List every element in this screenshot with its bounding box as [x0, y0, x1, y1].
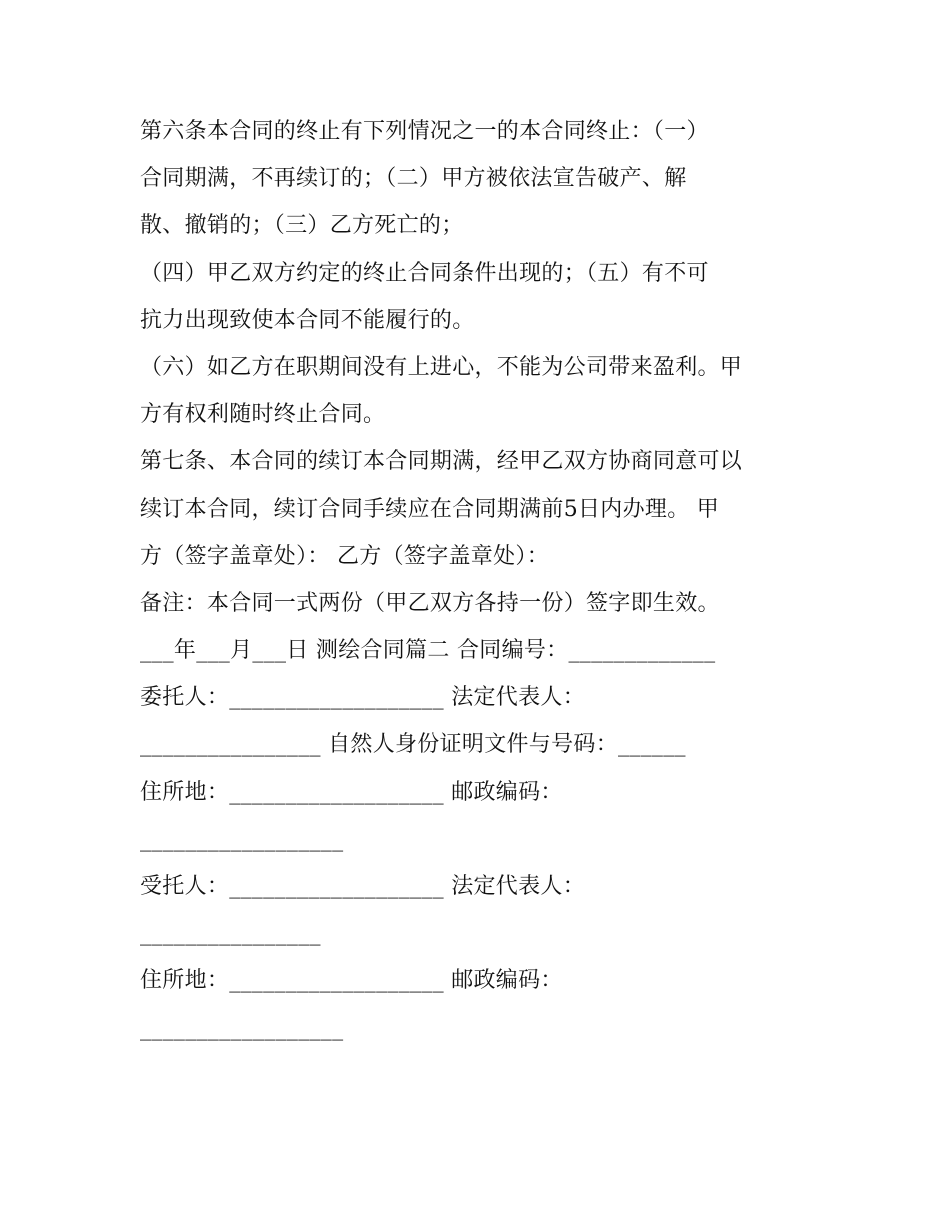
text-line: 第七条、本合同的续订本合同期满，经甲乙双方协商同意可以	[140, 449, 743, 475]
text-line: 散、撤销的；（三）乙方死亡的；	[140, 213, 464, 239]
text-line: （六）如乙方在职期间没有上进心，不能为公司带来盈利。甲	[140, 354, 743, 380]
text-line: 方有权利随时终止合同。	[140, 402, 386, 428]
postal-code-blank: __________________	[140, 826, 344, 852]
contractor-address-line: 住所地：___________________ 邮政编码：	[140, 968, 563, 994]
representative-blank: ________________	[140, 921, 321, 947]
text-line: 续订本合同，续订合同手续应在合同期满前5日内办理。 甲	[140, 496, 720, 522]
client-line: 委托人：___________________ 法定代表人：	[140, 685, 585, 711]
id-document-line: ________________ 自然人身份证明文件与号码：______	[140, 732, 686, 758]
text-line: 抗力出现致使本合同不能履行的。	[140, 307, 475, 333]
document-body	[140, 108, 830, 1052]
note-line: 备注：本合同一式两份（甲乙双方各持一份）签字即生效。	[140, 590, 720, 616]
text-line: 合同期满，不再续订的；（二）甲方被依法宣告破产、解	[140, 166, 687, 192]
signature-line: 方（签字盖章处）： 乙方（签字盖章处）：	[140, 543, 549, 569]
text-line: （四）甲乙双方约定的终止合同条件出现的；（五）有不可	[140, 260, 709, 286]
postal-code-blank: __________________	[140, 1015, 344, 1041]
contractor-line: 受托人：___________________ 法定代表人：	[140, 874, 585, 899]
text-line: 第六条本合同的终止有下列情况之一的本合同终止：（一）	[140, 119, 709, 144]
contract-number-line: ___年___月___日 测绘合同篇二 合同编号：_____________	[140, 638, 716, 664]
client-address-line: 住所地：___________________ 邮政编码：	[140, 779, 563, 805]
